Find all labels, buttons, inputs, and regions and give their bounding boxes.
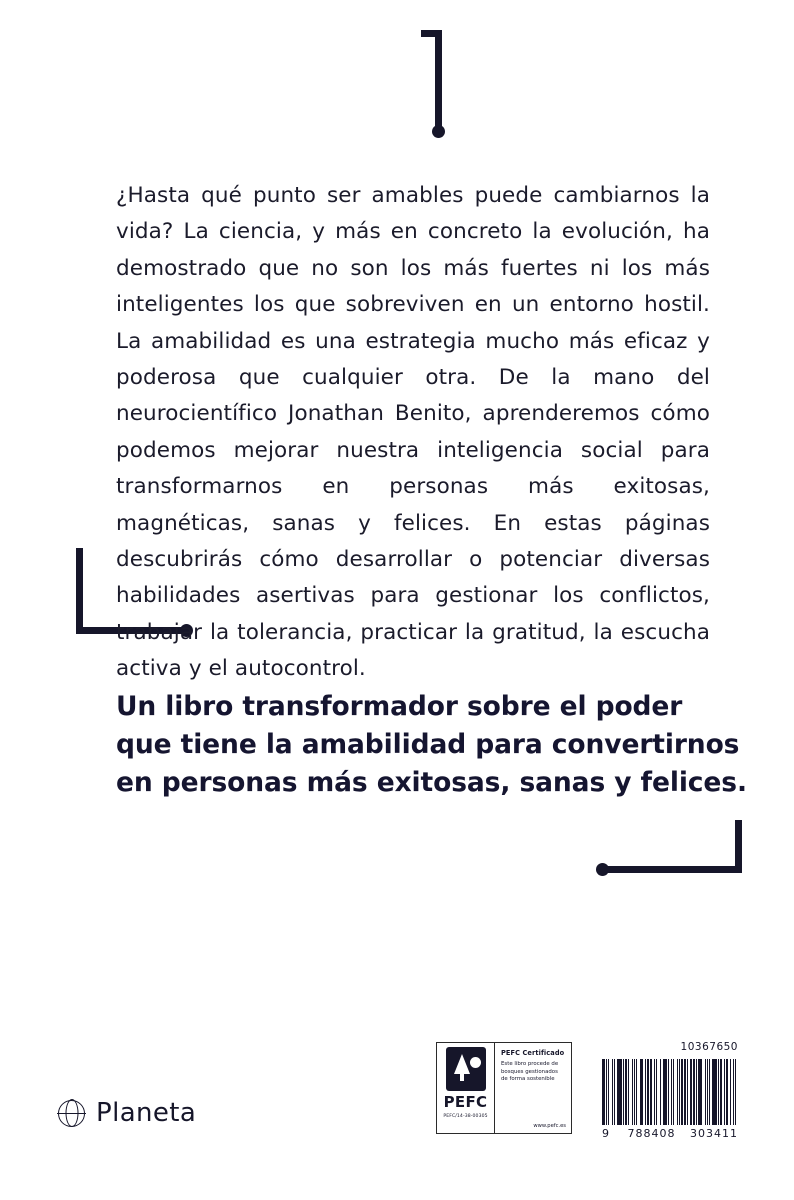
barcode-top-number: 10367650 xyxy=(680,1041,738,1053)
pefc-certification-box xyxy=(436,1042,572,1134)
bracket-top-icon xyxy=(415,30,441,145)
pefc-text-block xyxy=(495,1043,571,1133)
publisher-logo xyxy=(58,1098,196,1128)
pefc-description: Este libro procede de bosques gestionados de forma sostenible xyxy=(501,1061,559,1083)
pefc-brand: PEFC xyxy=(443,1093,488,1111)
tagline-line-2: que tiene la amabilidad para convertirnos xyxy=(116,729,740,760)
tree-check-icon xyxy=(446,1047,486,1091)
barcode-bars xyxy=(602,1059,738,1125)
barcode-digits-left: 788408 xyxy=(627,1127,676,1140)
tagline-line-1: Un libro transformador sobre el poder xyxy=(116,691,683,722)
pefc-title: PEFC Certificado xyxy=(501,1049,565,1057)
barcode-digits-right: 303411 xyxy=(690,1127,738,1140)
back-cover-blurb: ¿Hasta qué punto ser amables puede cambiarnos la vida? La ciencia, y más en concreto la evolución, ha demostrado que no son los más fuertes ni los más inteligentes los que sobreviven en un entorno hostil. La amabilidad es una estrategia mucho más eficaz y poderosa que cualquier otra. De la mano del neurocientífico Jonathan Benito, aprenderemos cómo podemos mejorar nuestra inteligencia social para transformarnos en personas más exitosas, magnéticas, sanas y felices. En estas páginas descubrirás cómo desarrollar o potenciar diversas habilidades asertivas para gestionar los conflictos, trabajar la tolerancia, practicar la gratitud, la escucha activa y el autocontrol. xyxy=(116,183,710,682)
barcode-block xyxy=(602,1041,738,1140)
tagline xyxy=(116,688,747,802)
globe-icon xyxy=(58,1100,85,1127)
tagline-line-3: en personas más exitosas, sanas y felices. xyxy=(116,767,747,798)
barcode-digits xyxy=(602,1127,738,1140)
barcode-lead-digit: 9 xyxy=(602,1127,610,1140)
pefc-code: PEFC/14-38-00305 xyxy=(443,1114,488,1119)
pefc-logo xyxy=(437,1043,495,1133)
pefc-url: www.pefc.es xyxy=(533,1123,566,1129)
bracket-lower-icon xyxy=(596,820,746,880)
publisher-name: Planeta xyxy=(96,1098,197,1128)
